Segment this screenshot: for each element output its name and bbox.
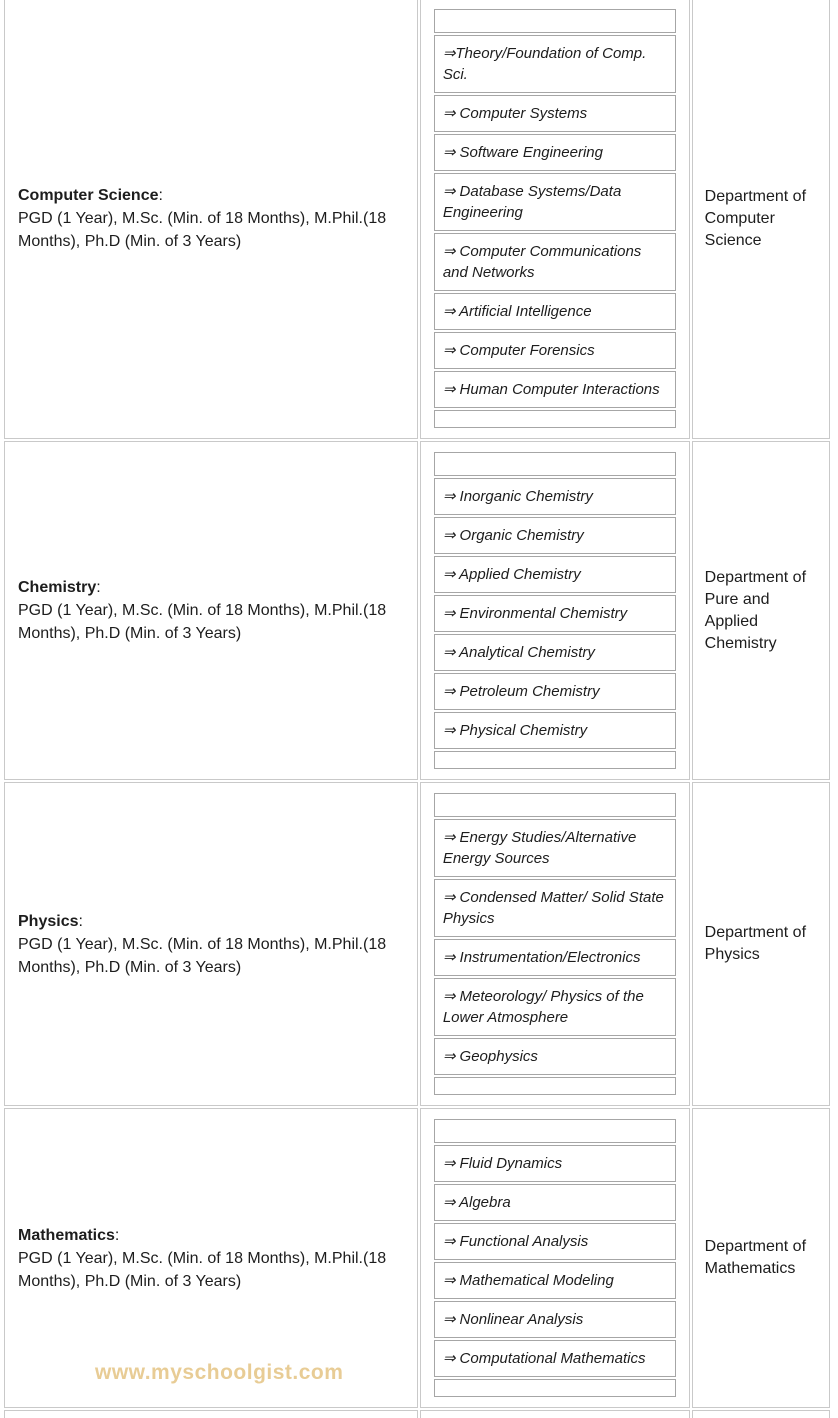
specialization-row <box>434 371 676 408</box>
spacer-row <box>434 410 676 428</box>
specialization-row <box>434 95 676 132</box>
specialization-item: ⇒ Fluid Dynamics <box>434 1145 676 1182</box>
partial-cell <box>4 1410 418 1418</box>
specialization-row <box>434 293 676 330</box>
specialization-row <box>434 35 676 93</box>
specialization-item: ⇒ Meteorology/ Physics of the Lower Atmosphere <box>434 978 676 1036</box>
program-name: Chemistry <box>18 579 97 596</box>
specialization-item: ⇒ Instrumentation/Electronics <box>434 939 676 976</box>
specialization-item: ⇒ Organic Chemistry <box>434 517 676 554</box>
specialization-item: ⇒ Software Engineering <box>434 134 676 171</box>
department-cell <box>692 782 830 1106</box>
specialization-item: ⇒ Database Systems/Data Engineering <box>434 173 676 231</box>
spacer-cell <box>434 452 676 476</box>
specialization-row <box>434 939 676 976</box>
specialization-row <box>434 1038 676 1075</box>
specialization-row <box>434 332 676 369</box>
specialization-row <box>434 1301 676 1338</box>
specialization-row <box>434 517 676 554</box>
program-cell <box>4 782 418 1106</box>
specialization-row <box>434 134 676 171</box>
specialization-item: ⇒ Computational Mathematics <box>434 1340 676 1377</box>
specialization-item: ⇒ Inorganic Chemistry <box>434 478 676 515</box>
program-colon: : <box>158 187 163 204</box>
spacer-row <box>434 751 676 769</box>
program-details: PGD (1 Year), M.Sc. (Min. of 18 Months), M.Phil.(18 Months), Ph.D (Min. of 3 Years) <box>18 210 387 250</box>
spacer-row <box>434 452 676 476</box>
department-name: Department of Computer Science <box>704 187 807 249</box>
specialization-row <box>434 1184 676 1221</box>
specialization-item: ⇒ Environmental Chemistry <box>434 595 676 632</box>
specialization-row <box>434 634 676 671</box>
specialization-item: ⇒ Analytical Chemistry <box>434 634 676 671</box>
specialization-row <box>434 978 676 1036</box>
spacer-row <box>434 1077 676 1095</box>
spacer-cell <box>434 410 676 428</box>
program-cell <box>4 0 418 439</box>
department-name: Department of Physics <box>704 924 807 963</box>
program-name: Physics <box>18 912 79 930</box>
department-name: Department of Mathematics <box>704 1238 807 1277</box>
specialization-row <box>434 1262 676 1299</box>
specialization-row <box>434 478 676 515</box>
programme-row <box>4 441 830 780</box>
specialization-row <box>434 556 676 593</box>
programmes-table-body <box>4 0 830 1418</box>
watermark: www.myschoolgist.com <box>95 1361 344 1384</box>
spacer-cell <box>434 1119 676 1143</box>
specialization-item: ⇒ Computer Communications and Networks <box>434 233 676 291</box>
specialization-item: ⇒ Geophysics <box>434 1038 676 1075</box>
program-colon: : <box>96 579 101 596</box>
partial-cell <box>692 1410 830 1418</box>
specialization-row <box>434 1145 676 1182</box>
specializations-cell <box>420 782 690 1106</box>
program-details: PGD (1 Year), M.Sc. (Min. of 18 Months), M.Phil.(18 Months), Ph.D (Min. of 3 Years) <box>18 935 387 976</box>
program-cell <box>4 441 418 780</box>
department-cell <box>692 1108 830 1408</box>
programme-row <box>4 0 830 439</box>
specialization-row <box>434 673 676 710</box>
programmes-table <box>2 0 832 1418</box>
program-name: Mathematics <box>18 1226 115 1244</box>
specializations-table <box>432 7 678 430</box>
specialization-item: ⇒ Functional Analysis <box>434 1223 676 1260</box>
specializations-cell <box>420 0 690 439</box>
specialization-item: ⇒ Mathematical Modeling <box>434 1262 676 1299</box>
spacer-cell <box>434 793 676 817</box>
specializations-cell <box>420 441 690 780</box>
spacer-cell <box>434 9 676 33</box>
spacer-cell <box>434 1379 676 1397</box>
specialization-item: ⇒ Petroleum Chemistry <box>434 673 676 710</box>
partial-cell <box>420 1410 690 1418</box>
spacer-cell <box>434 751 676 769</box>
program-colon: : <box>114 1226 120 1244</box>
spacer-row <box>434 1119 676 1143</box>
specialization-row <box>434 1223 676 1260</box>
program-name: Computer Science <box>18 187 159 204</box>
specialization-row <box>434 879 676 937</box>
specialization-item: ⇒ Condensed Matter/ Solid State Physics <box>434 879 676 937</box>
department-cell <box>692 441 830 780</box>
specializations-cell <box>420 1108 690 1408</box>
specialization-item: ⇒ Algebra <box>434 1184 676 1221</box>
programme-row <box>4 782 830 1106</box>
specialization-item: ⇒ Energy Studies/Alternative Energy Sources <box>434 819 676 877</box>
specialization-item: ⇒ Applied Chemistry <box>434 556 676 593</box>
spacer-row <box>434 1379 676 1397</box>
specialization-item: ⇒ Human Computer Interactions <box>434 371 676 408</box>
program-details: PGD (1 Year), M.Sc. (Min. of 18 Months), M.Phil.(18 Months), Ph.D (Min. of 3 Years) <box>18 602 387 642</box>
partial-row <box>4 1410 830 1418</box>
specialization-row <box>434 233 676 291</box>
specialization-item: ⇒ Physical Chemistry <box>434 712 676 749</box>
department-name: Department of Pure and Applied Chemistry <box>704 568 807 652</box>
specialization-row <box>434 173 676 231</box>
specialization-row <box>434 712 676 749</box>
specializations-table <box>432 791 678 1097</box>
specialization-item: ⇒ Computer Systems <box>434 95 676 132</box>
specialization-row <box>434 819 676 877</box>
specialization-row <box>434 595 676 632</box>
department-cell <box>692 0 830 439</box>
spacer-row <box>434 793 676 817</box>
spacer-row <box>434 9 676 33</box>
spacer-cell <box>434 1077 676 1095</box>
specialization-item: ⇒ Artificial Intelligence <box>434 293 676 330</box>
specializations-table <box>432 450 678 771</box>
specialization-row <box>434 1340 676 1377</box>
program-details: PGD (1 Year), M.Sc. (Min. of 18 Months), M.Phil.(18 Months), Ph.D (Min. of 3 Years) <box>18 1249 387 1290</box>
program-colon: : <box>78 912 83 930</box>
specialization-item: ⇒ Nonlinear Analysis <box>434 1301 676 1338</box>
specializations-table <box>432 1117 678 1399</box>
specialization-item: ⇒ Computer Forensics <box>434 332 676 369</box>
specialization-item: ⇒Theory/Foundation of Comp. Sci. <box>434 35 676 93</box>
